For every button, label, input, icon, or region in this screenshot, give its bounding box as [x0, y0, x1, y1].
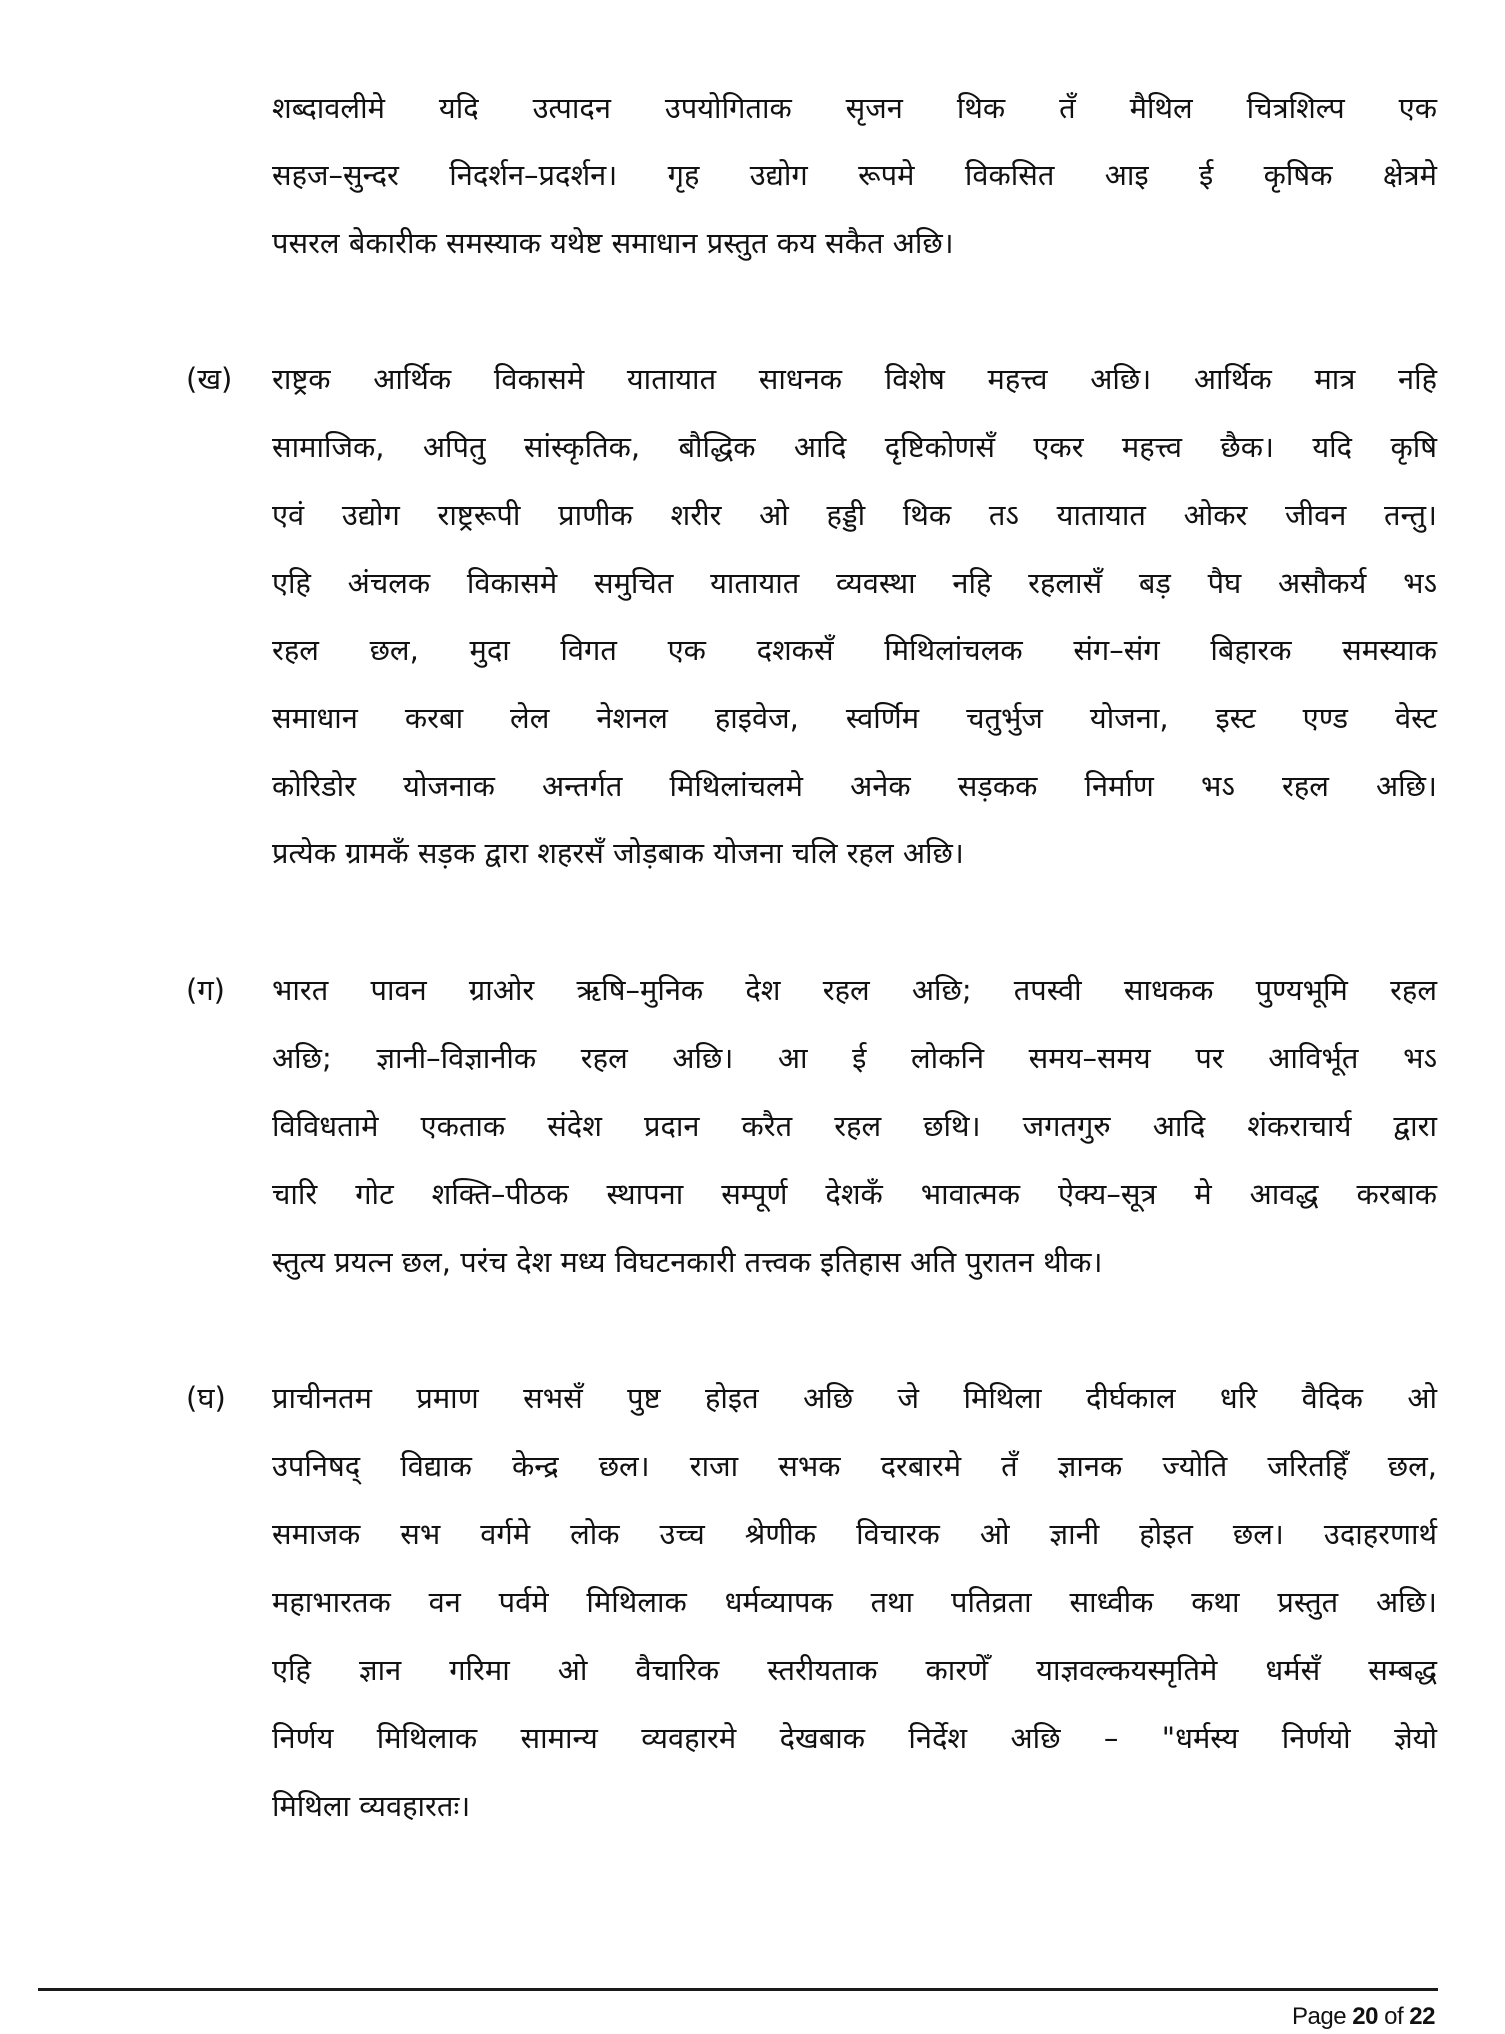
of-label: of	[1384, 2003, 1404, 2030]
text-line: समाजक सभ वर्गमे लोक उच्च श्रेणीक विचारक ओ ज्ञानी होइत छल। उदाहरणार्थ	[272, 1517, 1437, 1551]
total-pages: 22	[1409, 2003, 1435, 2030]
text-line: राष्ट्रक आर्थिक विकासमे यातायात साधनक विशेष महत्त्व अछि। आर्थिक मात्र नहि	[272, 362, 1437, 396]
text-line: महाभारतक वन पर्वमे मिथिलाक धर्मव्यापक तथा पतिव्रता साध्वीक कथा प्रस्तुत अछि।	[272, 1585, 1437, 1619]
text-line: भारत पावन ग्राओर ऋषि–मुनिक देश रहल अछि; तपस्वी साधकक पुण्यभूमि रहल	[272, 973, 1437, 1007]
text-line: प्रत्येक ग्रामकँ सड़क द्वारा शहरसँ जोड़बाक योजना चलि रहल अछि।	[272, 836, 964, 870]
section-marker: (ख)	[186, 362, 233, 396]
text-line: निर्णय मिथिलाक सामान्य व्यवहारमे देखबाक निर्देश अछि – "धर्मस्य निर्णयो ज्ञेयो	[272, 1721, 1437, 1755]
text-line: समाधान करबा लेल नेशनल हाइवेज, स्वर्णिम चतुर्भुज योजना, इस्ट एण्ड वेस्ट	[272, 701, 1437, 735]
text-line: चारि गोट शक्ति–पीठक स्थापना सम्पूर्ण देशकँ भावात्मक ऐक्य–सूत्र मे आवद्ध करबाक	[272, 1177, 1437, 1211]
text-line: पसरल बेकारीक समस्याक यथेष्ट समाधान प्रस्तुत कय सकैत अछि।	[272, 226, 954, 260]
text-line: उपनिषद् विद्याक केन्द्र छल। राजा सभक दरबारमे तँ ज्ञानक ज्योति जरितहिँ छल,	[272, 1449, 1437, 1483]
text-line: सहज–सुन्दर निदर्शन–प्रदर्शन। गृह उद्योग रूपमे विकसित आइ ई कृषिक क्षेत्रमे	[272, 158, 1437, 192]
text-line: सामाजिक, अपितु सांस्कृतिक, बौद्धिक आदि दृष्टिकोणसँ एकर महत्त्व छैक। यदि कृषि	[272, 430, 1437, 464]
section-marker: (ग)	[186, 973, 225, 1007]
text-line: प्राचीनतम प्रमाण सभसँ पुष्ट होइत अछि जे मिथिला दीर्घकाल धरि वैदिक ओ	[272, 1381, 1437, 1415]
text-line: अछि; ज्ञानी–विज्ञानीक रहल अछि। आ ई लोकनि समय–समय पर आविर्भूत भऽ	[272, 1041, 1437, 1075]
section-marker: (घ)	[186, 1381, 226, 1415]
footer-divider	[38, 1988, 1438, 1991]
text-line: कोरिडोर योजनाक अन्तर्गत मिथिलांचलमे अनेक सड़कक निर्माण भऽ रहल अछि।	[272, 769, 1437, 803]
text-line: रहल छल, मुदा विगत एक दशकसँ मिथिलांचलक संग–संग बिहारक समस्याक	[272, 633, 1437, 667]
page-label: Page	[1292, 2003, 1347, 2030]
current-page: 20	[1352, 2003, 1378, 2030]
text-line: एहि ज्ञान गरिमा ओ वैचारिक स्तरीयताक कारणेँ याज्ञवल्कयस्मृतिमे धर्मसँ सम्बद्ध	[272, 1653, 1437, 1687]
text-line: एवं उद्योग राष्ट्ररूपी प्राणीक शरीर ओ हड्डी थिक तऽ यातायात ओकर जीवन तन्तु।	[272, 498, 1437, 532]
text-line: विविधतामे एकताक संदेश प्रदान करैत रहल छथि। जगतगुरु आदि शंकराचार्य द्वारा	[272, 1109, 1437, 1143]
text-line: शब्दावलीमे यदि उत्पादन उपयोगिताक सृजन थिक तँ मैथिल चित्रशिल्प एक	[272, 91, 1437, 125]
text-line: मिथिला व्यवहारतः।	[272, 1789, 471, 1823]
text-line: स्तुत्य प्रयत्न छल, परंच देश मध्य विघटनकारी तत्त्वक इतिहास अति पुरातन थीक।	[272, 1245, 1103, 1279]
page-number	[1292, 2003, 1435, 2031]
text-line: एहि अंचलक विकासमे समुचित यातायात व्यवस्था नहि रहलासँ बड़ पैघ असौकर्य भऽ	[272, 566, 1437, 600]
